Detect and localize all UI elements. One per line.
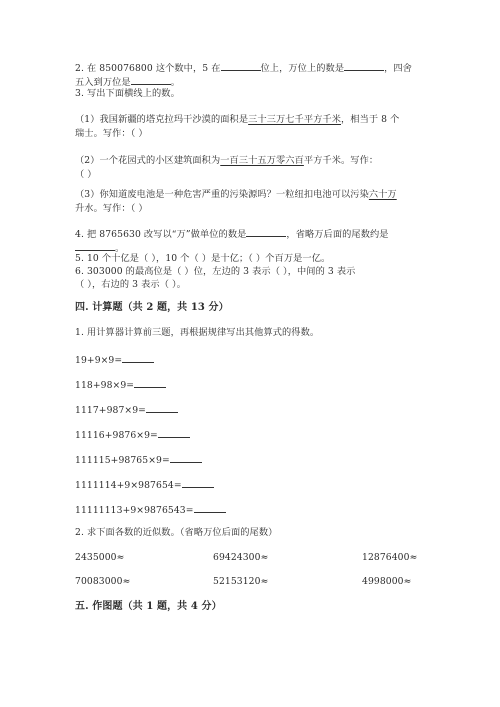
q4-blank-2[interactable]: [75, 241, 115, 251]
q3-part2-line1: [75, 155, 378, 167]
equation-text: 118+98×9=: [75, 380, 135, 391]
equation-5: [75, 453, 202, 467]
q4-blank-1[interactable]: [246, 227, 286, 237]
answer-blank[interactable]: [122, 353, 154, 363]
q3-part1-text: （1）我国新疆的塔克拉玛干沙漠的面积是: [75, 114, 249, 125]
equation-text: 11116+9876×9=: [75, 430, 158, 441]
equation-6: [75, 478, 214, 492]
q3-part3-text: （3）你知道废电池是一种危害严重的污染源吗？一粒纽扣电池可以污染: [75, 189, 369, 200]
q2-text-c: ，四舍: [384, 63, 412, 74]
q2-line1: [75, 61, 412, 75]
section5-title: 五. 作图题（共 1 题，共 4 分）: [75, 601, 222, 612]
equation-2: [75, 378, 166, 392]
approx-item[interactable]: 69424300≈: [213, 552, 269, 563]
q3-part1-underlined: 三十三万七千平方千米: [248, 114, 341, 125]
q2-text-b: 位上，万位上的数是: [260, 63, 345, 74]
q6-line2[interactable]: （ ），右边的 3 表示（ ）。: [75, 279, 186, 290]
q4-text-c: 。: [115, 243, 125, 254]
q4-text-a: 4. 把 8765630 改写以“万”做单位的数是: [75, 229, 247, 240]
q3-part2-line2[interactable]: （ ）: [75, 169, 97, 180]
equation-text: 111115+98765×9=: [75, 455, 170, 466]
answer-blank[interactable]: [182, 478, 214, 488]
equation-4: [75, 428, 190, 442]
approx-item[interactable]: 70083000≈: [75, 576, 131, 587]
q4-line1: [75, 227, 389, 241]
q3-part2-text: （2）一个花园式的小区建筑面积为: [75, 155, 221, 166]
approx-item[interactable]: 2435000≈: [75, 552, 125, 563]
q4-text-b: ，省略万后面的尾数约是: [286, 229, 389, 240]
equation-1: [75, 353, 154, 367]
q6-line1[interactable]: 6. 303000 的最高位是（ ）位，左边的 3 表示（ ），中间的 3 表示: [75, 266, 356, 277]
answer-blank[interactable]: [158, 428, 190, 438]
q2-text-d: 五入到万位是: [75, 77, 131, 88]
s4-q1: 1. 用计算器计算前三题，再根据规律写出其他算式的得数。: [75, 327, 320, 338]
q3-part3-line2[interactable]: 升水。写作：（ ）: [75, 203, 148, 214]
q2-text-a: 2. 在 850076800 这个数中，5 在: [75, 63, 221, 74]
q3-part1-line1: [75, 114, 399, 126]
q3-part2-underlined: 一百三十五万零六百: [220, 155, 304, 166]
equation-text: 1117+987×9=: [75, 405, 146, 416]
q3-part1-line2[interactable]: 瑞士。写作：（ ）: [75, 128, 148, 139]
q2-text-e: 。: [170, 77, 181, 88]
answer-blank[interactable]: [170, 453, 202, 463]
q3-part1-text-b: ，相当于 8 个: [341, 114, 400, 125]
equation-7: [75, 503, 226, 517]
equation-3: [75, 403, 178, 417]
s4-q2: 2. 求下面各数的近似数。（省略万位后面的尾数）: [75, 527, 278, 538]
q2-blank-3[interactable]: [131, 75, 171, 85]
q3-part3-line1: [75, 189, 397, 201]
q2-line2: [75, 75, 180, 89]
q2-blank-2[interactable]: [344, 61, 384, 71]
q5-line[interactable]: 5. 10 个十亿是（ ），10 个（ ）是十亿；（ ）个百万是一亿。: [75, 253, 331, 264]
answer-blank[interactable]: [134, 378, 166, 388]
q3-part2-text-b: 平方千米。写作：: [303, 155, 379, 166]
q2-blank-1[interactable]: [221, 61, 261, 71]
answer-blank[interactable]: [146, 403, 178, 413]
approx-item[interactable]: 52153120≈: [213, 576, 269, 587]
equation-text: 1111114+9×987654=: [75, 480, 182, 491]
q3-part3-underlined: 六十万: [368, 189, 397, 200]
approx-item[interactable]: 12876400≈: [362, 552, 418, 563]
approx-item[interactable]: 4998000≈: [362, 576, 412, 587]
equation-text: 19+9×9=: [75, 355, 123, 366]
q3-title: 3. 写出下面横线上的数。: [75, 88, 180, 99]
answer-blank[interactable]: [194, 503, 226, 513]
equation-text: 11111113+9×9876543=: [75, 505, 194, 516]
section4-title: 四. 计算题（共 2 题，共 13 分）: [75, 302, 229, 313]
